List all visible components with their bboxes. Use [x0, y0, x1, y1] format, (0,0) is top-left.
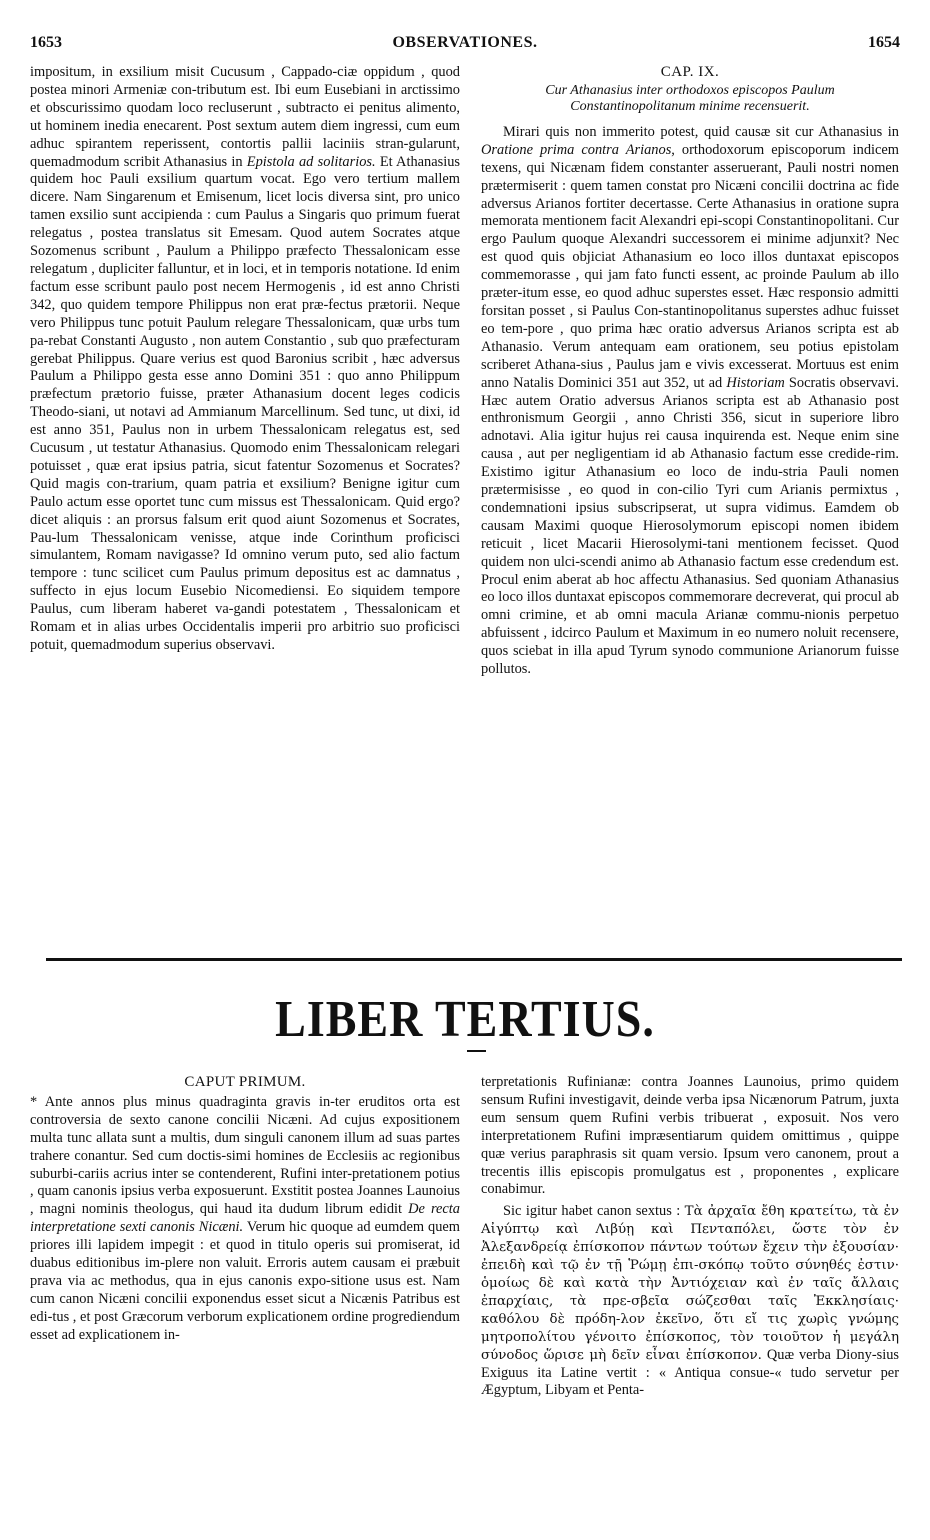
- text-run: impositum, in exsilium misit Cucusum , Cappado-ciæ oppidum , quod postea minori Armeniæ con-tributum est. Ibi eum Eusebiani in arctissimo et obscurissimo quodam loco recluserunt , subtracto ei penitus alimento, ut hominem inedia enecarent. Post sextum autem diem ingressi, cum eum adhuc spirantem reperissent, contortis pallii laciniis stran-gularunt, quemadmodum scribit Athanasius in: [30, 64, 460, 170]
- body-paragraph: [481, 1203, 899, 1400]
- italic-title: Historiam: [726, 374, 785, 391]
- italic-title: Oratione prima contra Arianos: [481, 141, 672, 158]
- running-header: [30, 34, 900, 54]
- greek-quotation: Τὰ ἀρχαῖα ἔθη κρατείτω, τὰ ἐν Αἰγύπτῳ καὶ Λιβύῃ καὶ Πενταπόλει, ὥστε τὸν ἐν Ἀλεξανδρείᾳ ἐπίσκοπον πάντων τούτων ἔχειν τὴν ἐξουσίαν· ἐπειδὴ καὶ τῷ ἐν τῇ Ῥώμῃ ἐπι-σκόπῳ τοῦτο σύνηθές ἐστιν· ὁμοίως δὲ καὶ κατὰ τὴν Ἀντιόχειαν καὶ ἐν ταῖς ἄλλαις ἐπαρχίαις, τὰ πρε-σβεῖα σώζεσθαι ταῖς Ἐκκλησίαις· καθόλου δὲ πρόδη-λον ἐκεῖνο, ὅτι εἴ τις χωρὶς γνώμης μητροπολίτου γένοιτο ἐπίσκοπος, τὸν τοιοῦτον ἡ μεγάλη σύνοδος ὥρισε μὴ δεῖν εἶναι ἐπίσκοπον.: [481, 1204, 899, 1363]
- body-paragraph: [30, 64, 460, 655]
- text-run: Verum hic quoque ad eumdem quem priores illi lapidem impegit : et quod in titulo operis sui promiserat, id duabus editionibus im-plere non valuit. Erroris autem causam ei præbuit prava via ac methodus, qua in ejus canonis expo-sitione usus est. Nam cum canon Nicæni concilii exponendus esset sicut a Nicænis Patribus est edi-tus , et post Græcorum verborum explicationem ordine progrediendum esset ad explicationem in-: [30, 1219, 460, 1343]
- text-run: Mirari quis non immerito potest, quid causæ sit cur Athanasius in: [503, 123, 899, 140]
- book-title: LIBER TERTIUS.: [275, 989, 655, 1048]
- page-number-left: 1653: [30, 34, 62, 51]
- running-title: OBSERVATIONES.: [392, 34, 538, 51]
- text-run: , orthodoxorum episcoporum indicem texens, qui Nicænam fidem constanter asseruerant, Pauli nostri nomen prætermiserit : quem tamen constat pro Nicæni concilii doctrina ac fide adversus Arianos fortiter decertasse. Certe Athanasius in oratione supra memorata mentionem facit Alexandri epi-scopi Constantinopolitani. Cur ergo Paulum quoque Alexandri successorem ei minime adjunxit? Nec est quod quis objiciat Athanasium eo loco illos duntaxat episcopos commemorasse , qui jam fato functi essent, ac proinde Paulum ab illo præter-itum esse, eo quod adhuc superstes esset. Hæc responsio admitti forsitan posset , si Paulus Con-stantinopolitanus superstes adhuc fuisset eo tem-pore , quo prima hæc oratio adversus Arianos scripta est ab Athanasio. Verum antequam eam orationem, seu potius epistolam scriberet Athana-sius , Paulus jam e vivis excesserat. Mortuus est enim anno Natalis Dominici 351 aut 352, ut ad: [481, 141, 899, 391]
- top-left-column: [30, 64, 460, 655]
- chapter-heading: CAP. IX.: [660, 64, 720, 80]
- top-right-column: [481, 64, 899, 679]
- text-run: * Ante annos plus minus quadraginta gravis in-ter eruditos orta est controversia de sexto canone concilii Nicæni. Ad cujus expositionem multa tunc allata sunt a multis, dum singuli canonem illum ad suas partes trahere conantur. Sed cum doctis-simi homines de Ecclesiis ac regionibus suburbi-cariis acrius inter se contenderent, Rufini inter-pretationem potius , quam canonis ipsius verba exposuerunt. Exstitit postea Joannes Launoius , magni nominis theologus, qui haud ita dudum librum edidit: [30, 1093, 460, 1218]
- page-number-right: 1654: [868, 34, 900, 51]
- bottom-right-column: [481, 1074, 899, 1400]
- text-run: Et Athanasius quidem hoc Pauli exsilium quartum vocat. Ego vero tertium mallem dicere. Nam Singarenum et Emisenum, licet locis diversa sint, pro unico tamen exsilio sunt accipienda : cum Paulus a Singaris quo primum fuerat relegatus , postea translatus sit Emesam. Quod autem Socrates atque Sozomenus scribunt , Paulum a Philippo præfecto Thessalonicam esse relegatum , dupliciter falluntur, et in loci, et in temporis notatione. Id enim factum esse scribunt paulo post necem Hermogenis , id est anno Christi 342, quo quidem tempore Philippus non erat præ-fectus prætorii. Neque vero Philippus tunc potuit Paulum relegare Thessalonicam, quæ urbs tum pa-rebat Constanti Augusto , non autem Constantio , sub quo præfecturam gerebat Philippus. Quare verius est quod Baronius scribit , hæc adversus Paulum a Philippo gesta esse anno Domini 351 : quo anno Philippum præfectum prætorio fuisse, præter Athanasium docent leges codicis Theodo-siani, ut notavi ad Ammianum Marcellinum. Sed tunc, ut dixi, id est anno 351, Paulus non in urbem Thessalonicam relegatus est, sed Cucusum , ut testatur Athanasius. Quomodo enim Thessalonicam relegari potuisset , quæ erat ipsius patria, sicut fatentur Sozomenus et Socrates? Quid magis con-trarium, quam patria et exsilium? Benigne igitur cum Paulo actum esse oportet tunc cum missus est Thessalonicam. Quid ergo? dicet aliquis : an prorsus falsum erit quod aiunt Sozomenus et Socrates, Pau-lum Thessalonicam venisse, atque inde Corinthum proficisci simulantem, Romam navigasse? Id omnino verum puto, sed alio factum tempore : tunc scilicet cum Paulus primum depositus est ac damnatus , suffecto in ejus locum Eusebio Nicomediensi. Eo siquidem tempore Paulus, cum liberam haberet va-gandi potestatem , Thessalonicam et Romam et in alias urbes Occidentalis imperii pro arbitrio suo proficisci potuit, quemadmodum superius observavi.: [30, 153, 460, 653]
- section-divider: [46, 958, 902, 961]
- body-paragraph: [30, 1094, 460, 1345]
- bottom-left-column: [30, 1074, 460, 1345]
- body-paragraph: [481, 124, 899, 679]
- text-run: Sic igitur habet canon sextus :: [503, 1203, 685, 1220]
- text-run: Quæ verba Diony-sius Exiguus ita Latine vertit : « Antiqua consue-« tudo servetur per Ægyptum, Libyam et Penta-: [481, 1346, 900, 1399]
- chapter-subtitle: Cur Athanasius inter orthodoxos episcopos Paulum Constantinopolitanum minime recensuerit.: [545, 82, 835, 115]
- title-dash: [467, 1050, 486, 1052]
- body-paragraph: terpretationis Rufinianæ: contra Joannes Launoius, primo quidem sensum Rufini investigavit, deinde verba ipsa Nicænorum Patrum, juxta eum sensum quem Rufini verbis tribuerat , exposuit. Nos vero interpretationem Rufini impræsentiarum quidem omittimus , quippe quæ verius paraphrasis sit quam versio. Ipsum vero canonem, prout a trecentis illis episcopis promulgatus est , proponentes , explicare conabimur.: [481, 1074, 899, 1198]
- text-run: Socratis observavi. Hæc autem Oratio adversus Arianos scripta est ab Athanasio post enthronismum Georgii , anno Christi 356, sicut in superiore libro adnotavi. Alia igitur hujus rei causa inquirenda est. Neque enim sine causa , aut per negligentiam id ab Athanasio factum esse credide-rim. Existimo igitur Athanasium eo loco de indu-stria Pauli nomen prætermisisse , eo quod in con-cilio Tyri cum Arianis permixtus , condemnationi ipsius subscripserat, ut supra vidimus. Eamdem ob causam Maximi quoque Hierosolymorum episcopi nomen ibidem reticuit , licet Macarii Hierosolymi-tani mentionem fecisset. Quod quidem non ulci-scendi animo ab Athanasio factum esse credendum est. Procul enim aberat ab hoc affectu Athanasius. Sed quoniam Athanasius eo loco illos duntaxat episcopos commemorare decreverat, qui procul ab omni crimine, et ab omni macula Arianæ commu-nionis perpetuo abfuissent , idcirco Paulum et Maximum in eo numero noluit recensere, quos sciebat in illa apud Tyrum synodo communione Arianorum fuisse pollutos.: [481, 374, 899, 678]
- italic-title: De recta interpretatione sexti canonis Nicæni.: [30, 1201, 460, 1236]
- chapter-heading: CAPUT PRIMUM.: [184, 1074, 306, 1090]
- italic-title: Epistola ad solitarios.: [246, 153, 376, 170]
